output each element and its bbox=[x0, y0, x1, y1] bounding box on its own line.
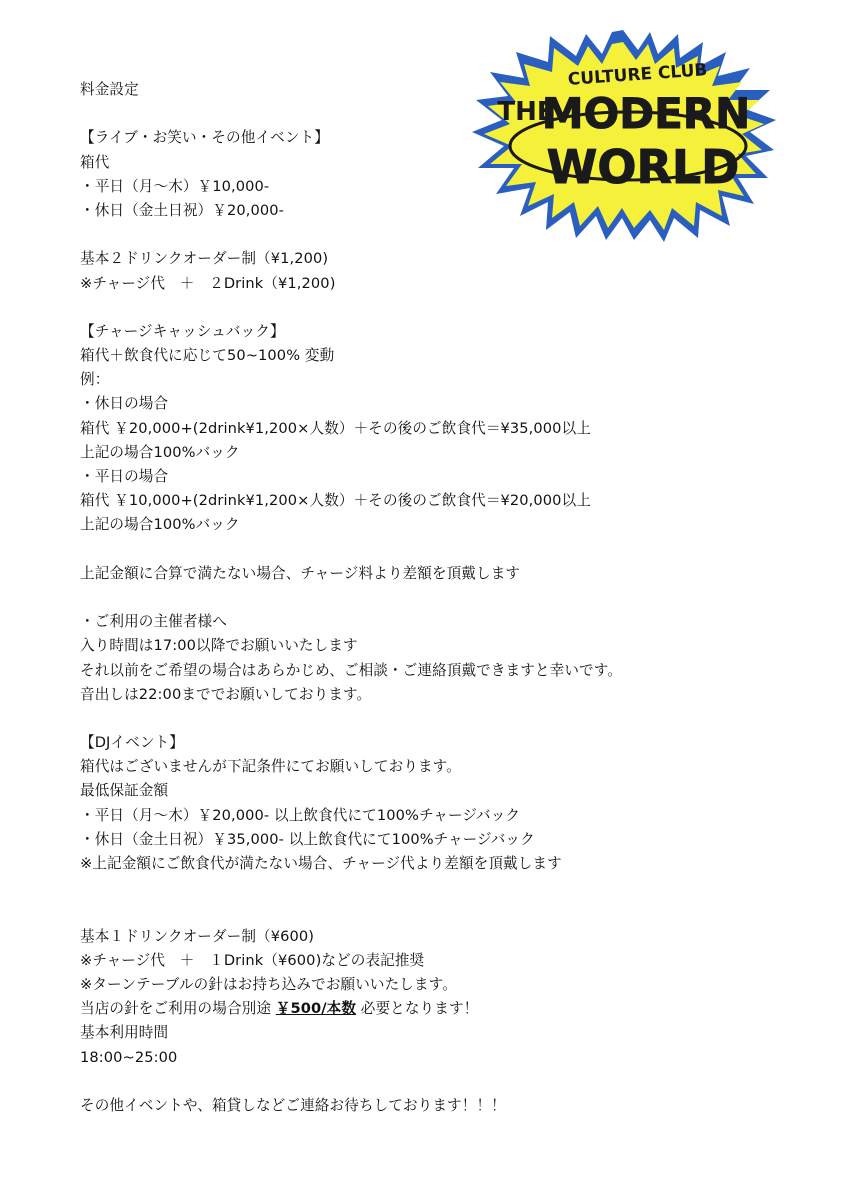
spacer bbox=[80, 102, 700, 126]
sound-limit: 音出しは22:00まででお願いしております。 bbox=[80, 685, 372, 703]
drink-order: 基本２ドリンクオーダー制（¥1,200) bbox=[80, 250, 329, 268]
holiday-fee: ・休日（金土日祝）￥20,000- bbox=[80, 201, 284, 219]
holiday-case: ・休日の場合 bbox=[80, 395, 169, 413]
spacer bbox=[80, 223, 700, 247]
entry-consult: それ以前をご希望の場合はあらかじめ、ご相談・ご連絡頂戴できますと幸いです。 bbox=[80, 661, 622, 679]
logo-word-world: WORLD bbox=[546, 140, 740, 194]
hako-label: 箱代 bbox=[80, 153, 110, 171]
shortfall-note: 上記金額に合算で満たない場合、チャージ料より差額を頂戴します bbox=[80, 564, 521, 582]
weekday-back: 上記の場合100%バック bbox=[80, 516, 240, 534]
needle-price: ￥500/本数 bbox=[275, 1000, 357, 1018]
needle-prefix: 当店の針をご利用の場合別途 bbox=[80, 1000, 276, 1018]
section-header-cashback: 【チャージキャッシュバック】 bbox=[80, 322, 285, 340]
logo-word-the: THE bbox=[497, 97, 555, 127]
weekday-formula: 箱代 ￥10,000+(2drink¥1,200×人数）＋その後のご飲食代＝¥20,000以上 bbox=[80, 492, 591, 510]
turntable-note: ※ターンテーブルの針はお持ち込みでお願いいたします。 bbox=[80, 975, 457, 993]
organizer-header: ・ご利用の主催者様へ bbox=[80, 613, 227, 631]
cashback-desc: 箱代＋飲食代に応じて50~100% 変動 bbox=[80, 347, 335, 365]
weekday-fee: ・平日（月〜木）￥10,000- bbox=[80, 177, 270, 195]
spacer bbox=[80, 1070, 700, 1094]
weekday-case: ・平日の場合 bbox=[80, 468, 169, 485]
document-body bbox=[80, 78, 700, 1118]
dj-no-hako: 箱代はございませんが下記条件にてお願いしております。 bbox=[80, 758, 461, 776]
dj-weekday: ・平日（月〜木）￥20,000- 以上飲食代にて100%チャージバック bbox=[80, 806, 521, 824]
section-header-live: 【ライブ・お笑い・その他イベント】 bbox=[80, 129, 329, 147]
spacer bbox=[80, 586, 700, 610]
spacer bbox=[80, 296, 700, 320]
spacer bbox=[80, 900, 700, 924]
dj-holiday: ・休日（金土日祝）￥35,000- 以上飲食代にて100%チャージバック bbox=[80, 830, 535, 848]
example-label: 例： bbox=[80, 371, 110, 389]
spacer bbox=[80, 538, 700, 562]
holiday-back: 上記の場合100%バック bbox=[80, 443, 240, 461]
dj-drink-order: 基本１ドリンクオーダー制（¥600) bbox=[80, 927, 315, 945]
dj-shortfall: ※上記金額にご飲食代が満たない場合、チャージ代より差額を頂戴します bbox=[80, 855, 562, 872]
needle-suffix: 必要となります！ bbox=[356, 1000, 479, 1018]
base-time: 18:00~25:00 bbox=[80, 1048, 178, 1066]
page-title: 料金設定 bbox=[80, 81, 139, 98]
closing-message: その他イベントや、箱貸しなどご連絡お待ちしております！！！ bbox=[80, 1096, 506, 1114]
spacer bbox=[80, 707, 700, 731]
entry-time: 入り時間は17:00以降でお願いいたします bbox=[80, 637, 358, 655]
base-time-label: 基本利用時間 bbox=[80, 1024, 169, 1042]
logo-word-modern: MODERN bbox=[541, 89, 751, 138]
charge-note: ※チャージ代 ＋ ２Drink（¥1,200) bbox=[80, 274, 336, 292]
needle-fee bbox=[80, 997, 700, 1021]
logo-culture-club: CULTURE CLUB bbox=[567, 60, 709, 90]
dj-charge-note: ※チャージ代 ＋ １Drink（¥600)などの表記推奨 bbox=[80, 951, 425, 969]
holiday-formula: 箱代 ￥20,000+(2drink¥1,200×人数）＋その後のご飲食代＝¥35,000以上 bbox=[80, 419, 591, 437]
min-guarantee: 最低保証金額 bbox=[80, 782, 169, 800]
spacer bbox=[80, 876, 700, 900]
section-header-dj: 【DJイベント】 bbox=[80, 734, 184, 752]
